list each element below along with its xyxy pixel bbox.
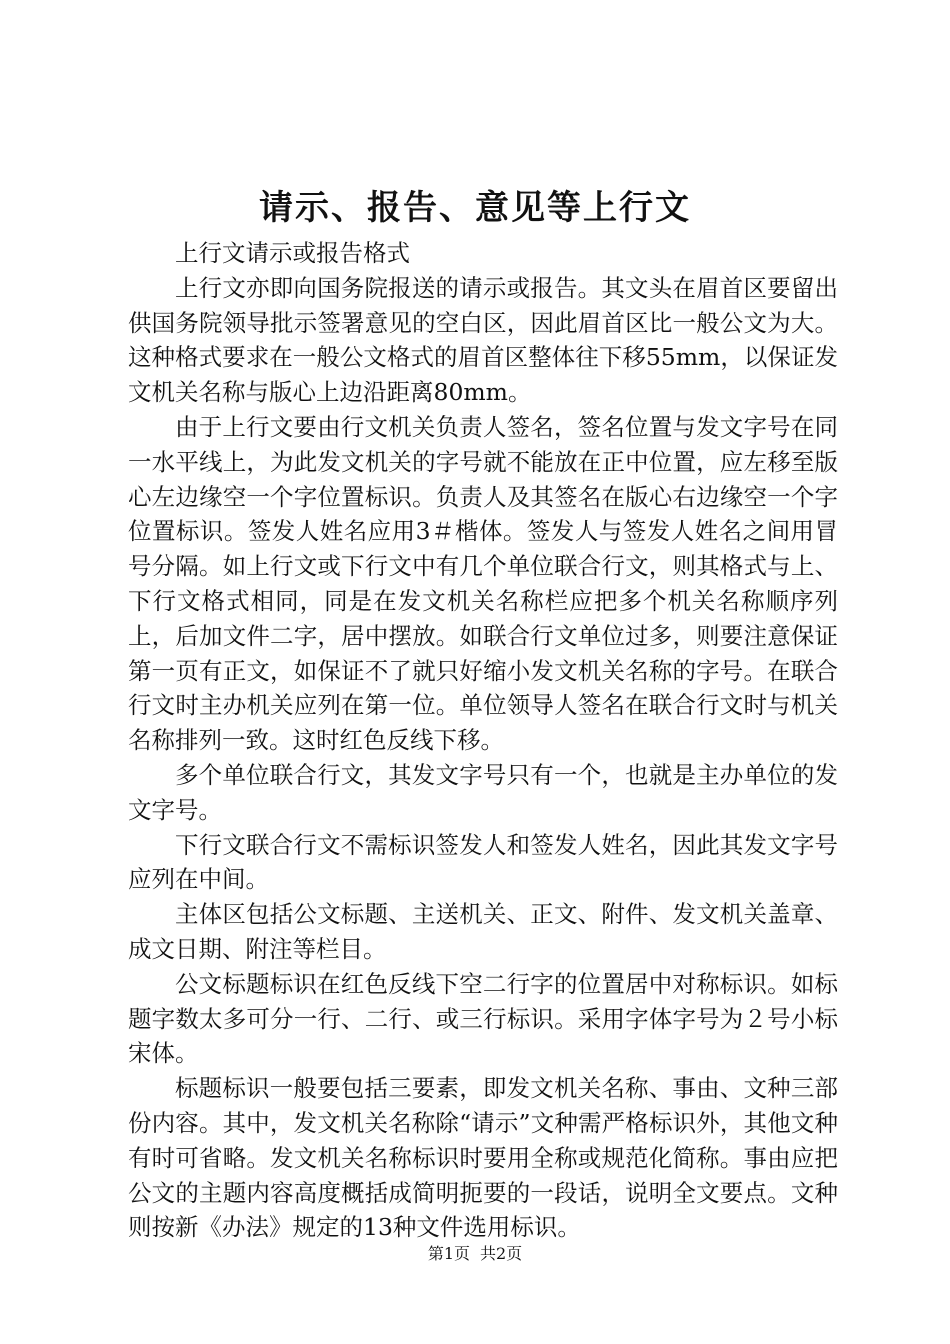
document-body: [128, 236, 838, 1245]
paragraph: 标题标识一般要包括三要素，即发文机关名称、事由、文种三部份内容。其中，发文机关名称除“请示”文种需严格标识外，其他文种有时可省略。发文机关名称标识时要用全称或规范化简称。事由应把公文的主题内容高度概括成简明扼要的一段话，说明全文要点。文种则按新《办法》规定的13种文件选用标识。: [128, 1074, 838, 1242]
paragraph: 多个单位联合行文，其发文字号只有一个，也就是主办单位的发文字号。: [128, 760, 838, 824]
document-title: 请示、报告、意见等上行文: [259, 188, 691, 228]
paragraph: 下行文联合行文不需标识签发人和签发人姓名，因此其发文字号应列在中间。: [128, 830, 838, 894]
page-footer: [0, 1243, 950, 1265]
page-number: 第1页: [427, 1244, 470, 1263]
paragraph: 上行文亦即向国务院报送的请示或报告。其文头在眉首区要留出供国务院领导批示签署意见的空白区，因此眉首区比一般公文为大。这种格式要求在一般公文格式的眉首区整体往下移55mm，以保证发文机关名称与版心上边沿距离80mm。: [128, 273, 838, 407]
paragraph: 由于上行文要由行文机关负责人签名，签名位置与发文字号在同一水平线上，为此发文机关的字号就不能放在正中位置，应左移至版心左边缘空一个字位置标识。负责人及其签名在版心右边缘空一个字位置标识。签发人姓名应用3＃楷体。签发人与签发人姓名之间用冒号分隔。如上行文或下行文中有几个单位联合行文，则其格式与上、下行文格式相同，同是在发文机关名称栏应把多个机关名称顺序列上，后加文件二字，居中摆放。如联合行文单位过多，则要注意保证第一页有正文，如保证不了就只好缩小发文机关名称的字号。在联合行文时主办机关应列在第一位。单位领导人签名在联合行文时与机关名称排列一致。这时红色反线下移。: [128, 412, 838, 755]
page-total: 共2页: [480, 1244, 523, 1263]
paragraph: 主体区包括公文标题、主送机关、正文、附件、发文机关盖章、成文日期、附注等栏目。: [128, 900, 838, 963]
paragraph-heading: 上行文请示或报告格式: [175, 239, 410, 267]
paragraph: 公文标题标识在红色反线下空二行字的位置居中对称标识。如标题字数太多可分一行、二行、或三行标识。采用字体字号为２号小标宋体。: [128, 969, 838, 1068]
